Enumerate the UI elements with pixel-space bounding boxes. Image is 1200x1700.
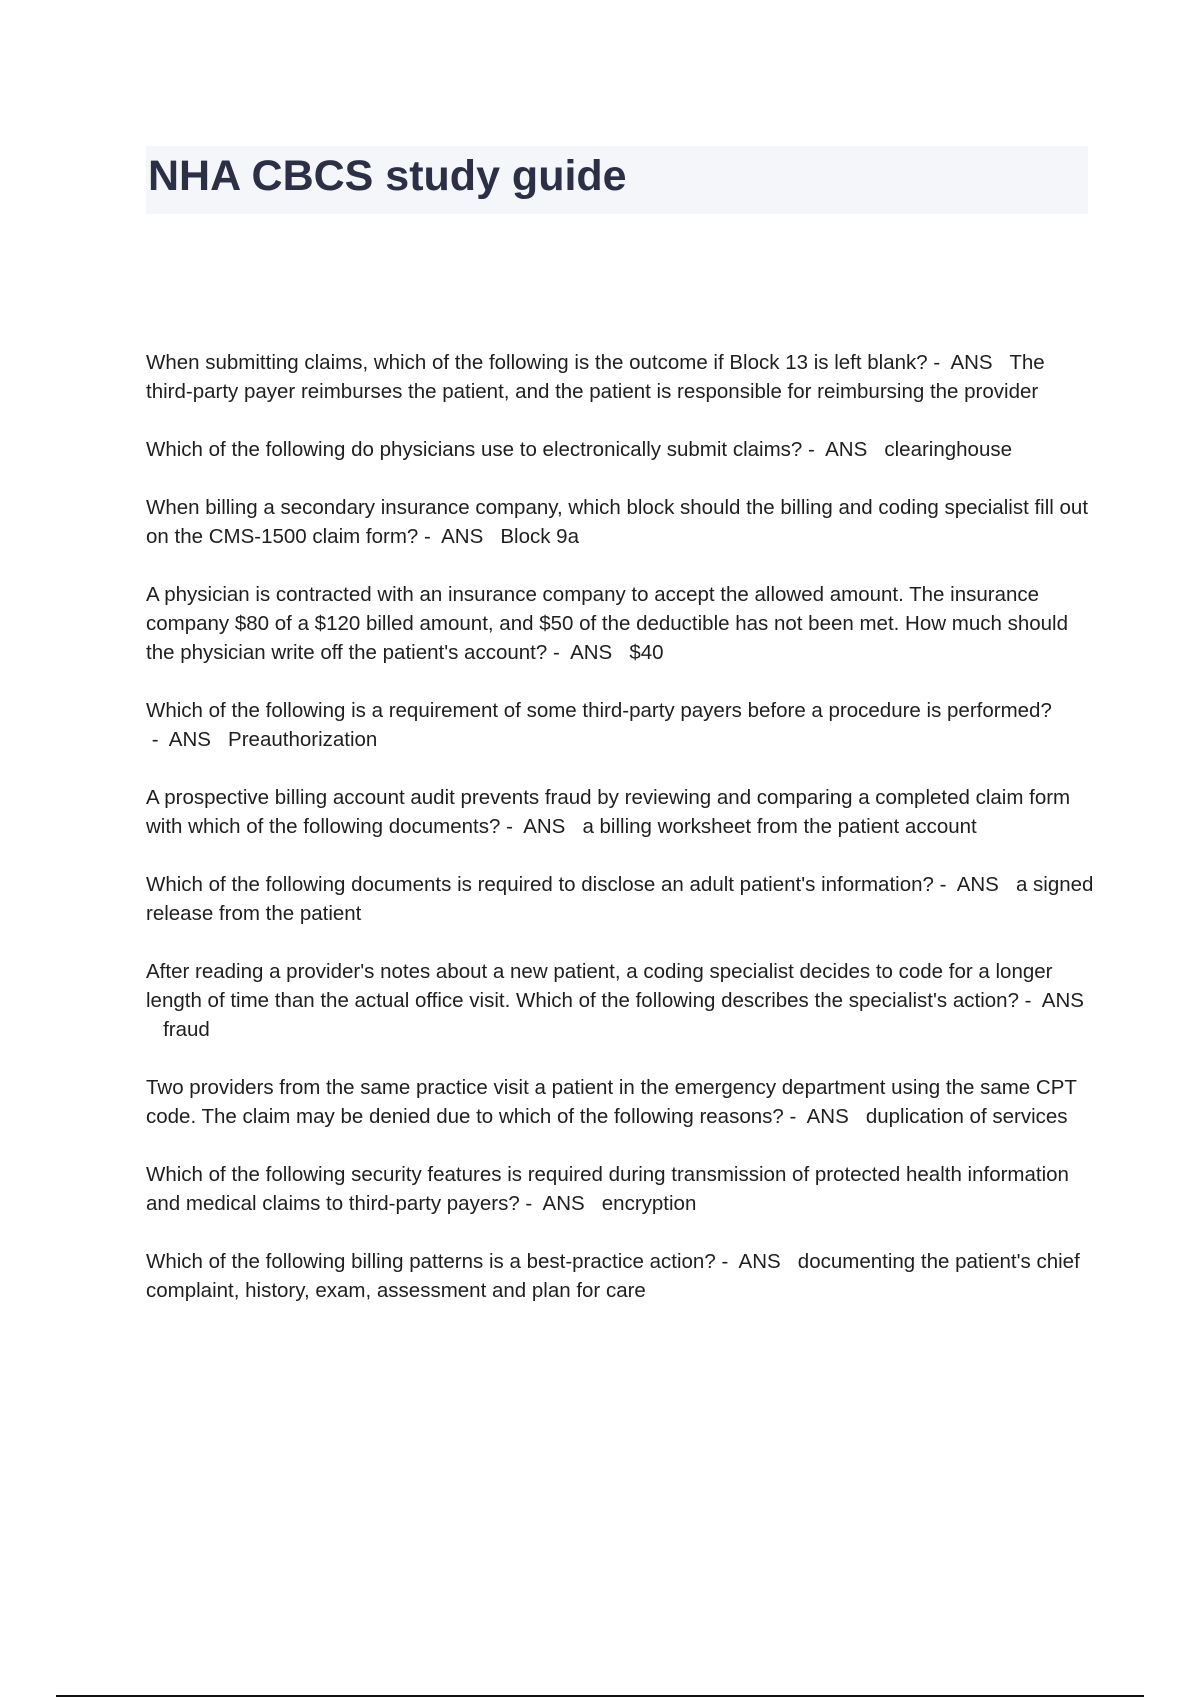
qa-list <box>146 327 1096 1334</box>
answer-marker: ANS <box>570 640 613 664</box>
question-text: A prospective billing account audit prevents fraud by reviewing and comparing a completed claim form with which of the following documents? <box>146 785 1071 838</box>
question-text: When submitting claims, which of the following is the outcome if Block 13 is left blank? <box>146 350 928 374</box>
answer-marker: ANS <box>738 1249 781 1273</box>
qa-item: When submitting claims, which of the following is the outcome if Block 13 is left blank? - ANS The third-party payer reimburses the patient, and the patient is responsible for reimbursing the provider <box>146 350 1045 403</box>
question-text: When billing a secondary insurance company, which block should the billing and coding specialist fill out on the CMS-1500 claim form? <box>146 495 1089 548</box>
qa-item: Which of the following do physicians use to electronically submit claims? - ANS clearinghouse <box>146 437 1013 461</box>
qa-item: When billing a secondary insurance company, which block should the billing and coding specialist fill out on the CMS-1500 claim form? - ANS Block 9a <box>146 495 1089 548</box>
question-text: Which of the following is a requirement of some third-party payers before a procedure is performed? <box>146 698 1052 722</box>
answer-marker: ANS <box>542 1191 585 1215</box>
question-text: After reading a provider's notes about a new patient, a coding specialist decides to code for a longer length of time than the actual office visit. Which of the following describes the specialist's action? <box>146 959 1053 1012</box>
qa-item: A prospective billing account audit prevents fraud by reviewing and comparing a completed claim form with which of the following documents? - ANS a billing worksheet from the patient account <box>146 785 1071 838</box>
footer-divider <box>56 1695 1144 1697</box>
answer-marker: ANS <box>950 350 993 374</box>
answer-text: clearinghouse <box>884 437 1013 461</box>
answer-text: Block 9a <box>500 524 579 548</box>
question-text: Which of the following billing patterns is a best-practice action? <box>146 1249 716 1273</box>
answer-text: fraud <box>163 1017 210 1041</box>
answer-text: encryption <box>601 1191 697 1215</box>
answer-text: Preauthorization <box>228 727 378 751</box>
qa-item: After reading a provider's notes about a new patient, a coding specialist decides to code for a longer length of time than the actual office visit. Which of the following describes the specialist's action? - ANS fraud <box>146 959 1084 1041</box>
question-text: Which of the following security features is required during transmission of protected health information and medical claims to third-party payers? <box>146 1162 1069 1215</box>
document-title: NHA CBCS study guide <box>148 152 627 200</box>
answer-marker: ANS <box>806 1104 849 1128</box>
answer-text: a billing worksheet from the patient account <box>582 814 977 838</box>
answer-marker: ANS <box>441 524 484 548</box>
answer-text: a signed release from the patient <box>146 872 1094 925</box>
qa-item: Which of the following security features is required during transmission of protected health information and medical claims to third-party payers? - ANS encryption <box>146 1162 1069 1215</box>
answer-marker: ANS <box>168 727 211 751</box>
question-text: Which of the following do physicians use to electronically submit claims? <box>146 437 803 461</box>
answer-marker: ANS <box>1041 988 1084 1012</box>
question-text: Which of the following documents is required to disclose an adult patient's information? <box>146 872 934 896</box>
qa-item: A physician is contracted with an insurance company to accept the allowed amount. The insurance company $80 of a $120 billed amount, and $50 of the deductible has not been met. How much should the physician write off the patient's account? - ANS $40 <box>146 582 1068 664</box>
answer-marker: ANS <box>956 872 999 896</box>
qa-item: Which of the following billing patterns is a best-practice action? - ANS documenting the patient's chief complaint, history, exam, assessment and plan for care <box>146 1249 1080 1302</box>
answer-marker: ANS <box>523 814 566 838</box>
answer-text: duplication of services <box>865 1104 1068 1128</box>
answer-text: The third-party payer reimburses the patient, and the patient is responsible for reimbursing the provider <box>146 350 1045 403</box>
answer-text: documenting the patient's chief complaint, history, exam, assessment and plan for care <box>146 1249 1080 1302</box>
answer-text: $40 <box>629 640 664 664</box>
qa-item: Two providers from the same practice visit a patient in the emergency department using the same CPT code. The claim may be denied due to which of the following reasons? - ANS duplication of services <box>146 1075 1077 1128</box>
answer-marker: ANS <box>825 437 868 461</box>
title-banner <box>146 146 1088 214</box>
qa-item: Which of the following documents is required to disclose an adult patient's information? - ANS a signed release from the patient <box>146 872 1094 925</box>
question-text: Two providers from the same practice visit a patient in the emergency department using the same CPT code. The claim may be denied due to which of the following reasons? <box>146 1075 1077 1128</box>
question-text: A physician is contracted with an insurance company to accept the allowed amount. The insurance company $80 of a $120 billed amount, and $50 of the deductible has not been met. How much should the physician write off the patient's account? <box>146 582 1068 664</box>
qa-item: Which of the following is a requirement of some third-party payers before a procedure is performed? - ANS Preauthorization <box>146 698 1052 751</box>
